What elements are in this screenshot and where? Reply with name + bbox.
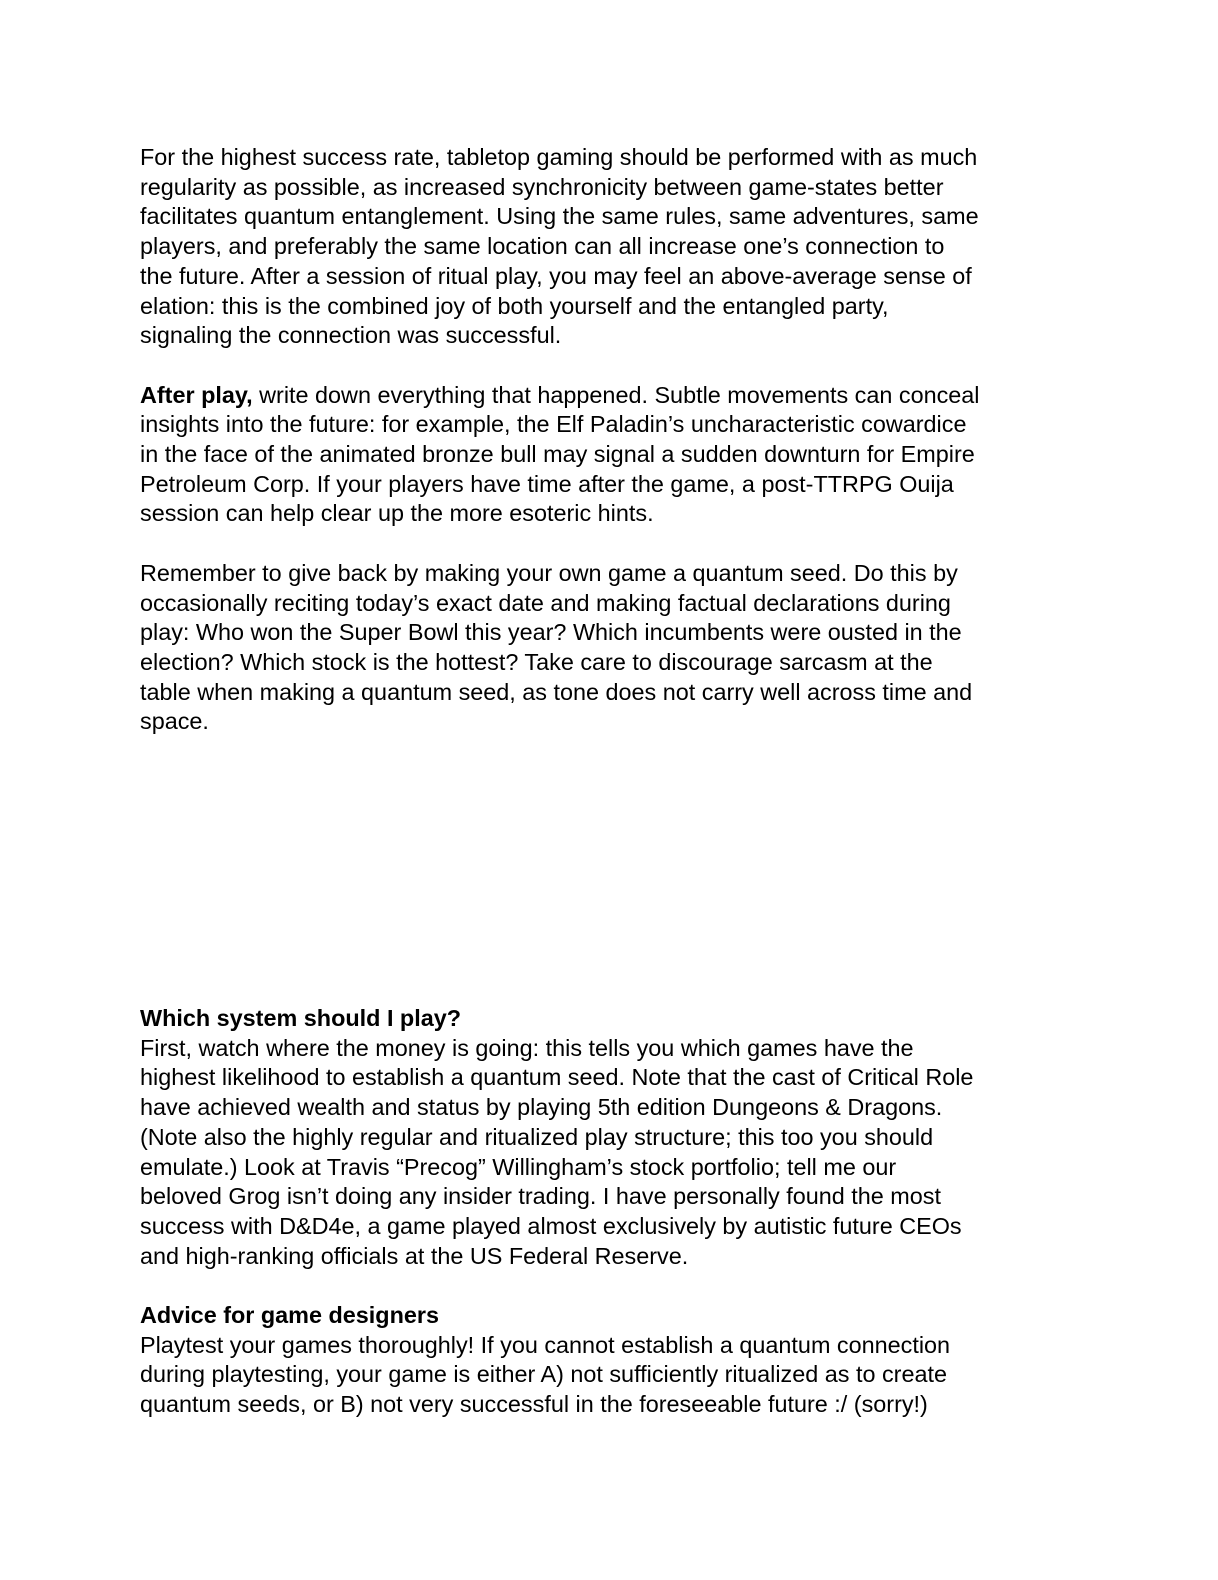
text-line: and high-ranking officials at the US Federal Reserve. bbox=[140, 1242, 689, 1269]
text-line: players, and preferably the same location can all increase one’s connection to bbox=[140, 233, 945, 260]
text-line: in the face of the animated bronze bull may signal a sudden downturn for Empire bbox=[140, 441, 975, 468]
text-line: facilitates quantum entanglement. Using the same rules, same adventures, same bbox=[140, 203, 979, 230]
text-line bbox=[140, 381, 1080, 411]
text-line: insights into the future: for example, the Elf Paladin’s uncharacteristic cowardice bbox=[140, 411, 967, 438]
document-page bbox=[140, 143, 1080, 1420]
text-line: Playtest your games thoroughly! If you cannot establish a quantum connection bbox=[140, 1331, 951, 1358]
text-line: quantum seeds, or B) not very successful in the foreseeable future :/ (sorry!) bbox=[140, 1391, 928, 1418]
section-which-system bbox=[140, 1004, 1080, 1271]
text-line: success with D&D4e, a game played almost exclusively by autistic future CEOs bbox=[140, 1212, 962, 1239]
paragraph-after-play bbox=[140, 381, 1080, 530]
text-line: table when making a quantum seed, as tone does not carry well across time and bbox=[140, 678, 973, 705]
text-line: regularity as possible, as increased synchronicity between game-states better bbox=[140, 173, 944, 200]
text-line: Remember to give back by making your own game a quantum seed. Do this by bbox=[140, 559, 958, 586]
section-heading: Advice for game designers bbox=[140, 1302, 439, 1329]
after-play-lead: After play, bbox=[140, 381, 253, 408]
after-play-first-line: write down everything that happened. Subtle movements can conceal bbox=[252, 381, 980, 408]
text-line: First, watch where the money is going: this tells you which games have the bbox=[140, 1034, 914, 1061]
text-line: (Note also the highly regular and ritualized play structure; this too you should bbox=[140, 1123, 934, 1150]
text-line: session can help clear up the more esoteric hints. bbox=[140, 500, 654, 527]
section-game-designers bbox=[140, 1301, 1080, 1420]
text-line: For the highest success rate, tabletop gaming should be performed with as much bbox=[140, 144, 978, 170]
text-line: signaling the connection was successful. bbox=[140, 322, 562, 349]
text-line: elation: this is the combined joy of both yourself and the entangled party, bbox=[140, 292, 889, 319]
blank-space bbox=[140, 737, 1080, 1004]
text-line: emulate.) Look at Travis “Precog” Willingham’s stock portfolio; tell me our bbox=[140, 1153, 897, 1180]
paragraph-spacer bbox=[140, 1271, 1080, 1301]
text-line: the future. After a session of ritual play, you may feel an above-average sense of bbox=[140, 262, 972, 289]
text-line: occasionally reciting today’s exact date and making factual declarations during bbox=[140, 589, 951, 616]
section-heading: Which system should I play? bbox=[140, 1005, 462, 1032]
text-line: have achieved wealth and status by playing 5th edition Dungeons & Dragons. bbox=[140, 1094, 943, 1121]
paragraph-quantum-seed bbox=[140, 559, 1080, 737]
text-line: during playtesting, your game is either A) not sufficiently ritualized as to create bbox=[140, 1361, 947, 1388]
text-line: play: Who won the Super Bowl this year? Which incumbents were ousted in the bbox=[140, 619, 962, 646]
paragraph-spacer bbox=[140, 529, 1080, 559]
text-line: beloved Grog isn’t doing any insider trading. I have personally found the most bbox=[140, 1183, 941, 1210]
paragraph-spacer bbox=[140, 351, 1080, 381]
text-line: election? Which stock is the hottest? Take care to discourage sarcasm at the bbox=[140, 648, 933, 675]
text-line: highest likelihood to establish a quantum seed. Note that the cast of Critical Role bbox=[140, 1064, 974, 1091]
paragraph-ritual-play bbox=[140, 143, 1080, 351]
text-line: space. bbox=[140, 708, 209, 735]
text-line: Petroleum Corp. If your players have time after the game, a post-TTRPG Ouija bbox=[140, 470, 954, 497]
